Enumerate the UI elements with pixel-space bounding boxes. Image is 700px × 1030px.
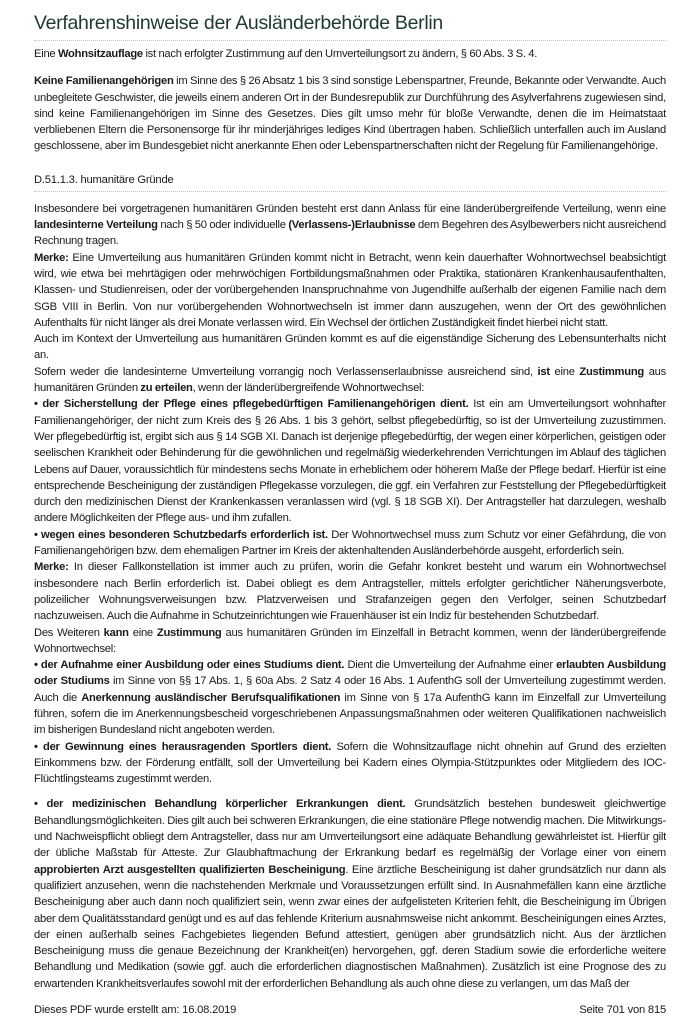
text: im Sinne des § 26 Absatz 1 bis 3 sind sonstige Lebenspartner, Freunde, Bekannte oder Verwandte. Auch unbegleitete Geschwister, die jeweils einem anderen Ort in der Bundesrepublik zur Durchführung des Asylverfahrens zugewiesen sind, sind keine Familienangehörigen im Sinne des Gesetzes. Dies gilt umso mehr für bloße Verwandte, denen die im Heimatstaat verbliebenen Eltern die Personensorge für ihr minderjähriges lediges Kind übertragen haben. Schließlich unterfallen auch im Ausland geschlossene, aber im Bundesgebiet nicht anerkannte Ehen oder Lebenspartnerschaften nicht der Regelung für Familienangehörige. <box>34 75 666 153</box>
section-heading: D.51.1.3. humanitäre Gründe <box>34 173 174 186</box>
text: Grundsätzlich bestehen bundesweit gleichwertige Behandlungsmöglichkeiten. Dies gilt auch bei schweren Erkrankungen, die eine stationäre Pflege notwendig machen. Die Mitwirkungs- und Nachweispflicht obliegt dem Antragsteller, dass nur am Umverteilungsort eine adäquate Behandlung gewährleistet ist. Hierfür gilt der übliche Maßstab für Atteste. Zur Glaubhaftmachung der Erkrankung bedarf es regelmäßig der Vorlage einer von einem <box>34 798 667 860</box>
bold-text: Wohnsitzauflage <box>57 48 143 60</box>
intro-section <box>34 46 666 155</box>
paragraph <box>34 396 666 526</box>
paragraph <box>34 201 666 250</box>
bold-text: Merke: <box>34 561 69 574</box>
title-divider <box>34 40 666 41</box>
text: . Eine ärztliche Bescheinigung ist daher grundsätzlich nur dann als qualifiziert anzusehen, wenn die nachstehenden Merkmale und Voraussetzungen erfüllt sind. In Ausnahmefällen kann eine ärztliche Bescheinigung aber auch dann noch qualifiziert sein, wenn zwar eines der aufgelisteten Kriterien fehlt, die Bescheinigung im Übrigen aber dem Qualitätsstandard genügt und es auf das fehlende Kriterium ausnahmsweise nicht ankommt. Bescheinigungen eines Arztes, der einen außerhalb seines Fachgebietes liegenden Befund attestiert, genügen aber grundsätzlich nicht. Aus der ärztlichen Bescheinigung muss die genaue Bezeichnung der Krankheit(en) hervorgehen, ggf. deren Stadium sowie die erforderliche weitere Behandlung und Medikation (sowie ggf. auch die erforderlichen diagnostischen Maßnahmen). Zusätzlich ist eine Prognose des zu erwartenden Krankheitsverlaufes sowohl mit der erforderlichen Behandlung als auch ohne diese zu verlangen, um das Maß der <box>34 863 666 990</box>
paragraph <box>34 739 666 788</box>
paragraph <box>34 364 666 397</box>
paragraph <box>34 46 666 62</box>
bold-text: Merke: <box>34 251 69 264</box>
bold-text: ist <box>537 365 550 378</box>
main-section <box>34 201 666 992</box>
paragraph <box>34 625 666 658</box>
paragraph <box>34 527 666 560</box>
page-footer <box>34 1002 666 1030</box>
page-title: Verfahrenshinweise der Ausländerbehörde Berlin <box>34 12 443 34</box>
paragraph <box>34 657 666 738</box>
text: , wenn der länderübergreifende Wohnortwechsel: <box>192 382 425 395</box>
paragraph <box>34 250 666 331</box>
bold-text: • wegen eines besonderen Schutzbedarfs erforderlich ist. <box>34 528 328 541</box>
bold-text: landesinterne Verteilung <box>34 219 158 232</box>
document-page <box>34 0 666 992</box>
paragraph <box>34 559 666 624</box>
bold-text: Anerkennung ausländischer Berufsqualifikationen <box>81 691 341 704</box>
text: dem Begehren des Asylbewerbers nicht ausreichend Rechnung tragen. <box>34 219 666 248</box>
bold-text: erlaubten Ausbildung oder Studiums <box>34 659 666 688</box>
bold-text: Zustimmung <box>579 365 645 378</box>
section-divider <box>34 191 666 192</box>
text: Auch im Kontext der Umverteilung aus humanitären Gründen kommt es auf die eigenständige Sicherung des Lebensunterhalts nicht an. <box>34 333 666 362</box>
bold-text: zu erteilen <box>140 382 193 395</box>
text: im Sinne von § 17a AufenthG kann im Einzelfall zur Umverteilung führen, sofern die im Anerkennungsbescheid vorgeschriebenen Anpassungsmaßnahmen oder weiteren Qualifikationen nachweislich im bisherigen Bundesland nicht angeboten werden. <box>34 691 666 737</box>
bold-text: approbierten Arzt ausgestellten qualifizierten Bescheinigung <box>34 863 346 876</box>
text: In dieser Fallkonstellation ist immer auch zu prüfen, worin die Gefahr konkret besteht und warum ein Wohnortwechsel insbesondere nach Berlin erforderlich ist. Dabei obliegt es dem Antragsteller, mittels erfolgter gerichtlicher Näherungsverbote, polizeilicher Wohnungsverweisungen bzw. Platzverweisen und Strafanzeigen gegen den Verfolger, seinen Schutzbedarf nachzuweisen. Auch die Aufnahme in Schutzeinrichtungen wie Frauenhäuser ist ein Indiz für bestehenden Schutzbedarf. <box>34 561 666 623</box>
text: Der Wohnortwechsel muss zum Schutz vor einer Gefährdung, die von Familienangehörigen bzw. dem ehemaligen Partner im Kreis der aktenhaltenden Ausländerbehörde ausgeht, erforderlich sein. <box>34 528 666 558</box>
text: eine <box>549 365 580 378</box>
footer-created-date: Dieses PDF wurde erstellt am: 16.08.2019 <box>34 1004 237 1017</box>
paragraph <box>34 73 666 154</box>
text: Insbesondere bei vorgetragenen humanitären Gründen besteht erst dann Anlass für eine länderübergreifende Verteilung, wenn eine <box>34 202 666 215</box>
text: Des Weiteren <box>34 626 104 639</box>
paragraph <box>34 331 666 364</box>
text: nach § 50 oder individuelle <box>157 219 289 232</box>
footer-page-number: Seite 701 von 815 <box>579 1004 666 1017</box>
text: Ist ein am Umverteilungsort wohnhafter Familienangehöriger, der nicht zum Kreis des § 26 Abs. 1 bis 3 gehört, selbst pflegebedürftig, so ist der Umverteilung zuzustimmen. Wer pflegebedürftig ist, ergibt sich aus § 14 SGB XI. Danach ist derjenige pflegebedürftig, der wegen einer körperlichen, geistigen oder seelischen Krankheit oder Behinderung für die gewöhnlichen und regelmäßig wiederkehrenden Verrichtungen im Ablauf des täglichen Lebens auf Dauer, voraussichtlich für mindestens sechs Monate in erheblichem oder höherem Maße der Pflege bedarf. Hierfür ist eine entsprechende Bescheinigung der zuständigen Pflegekasse vorzulegen, die ggf. ein Verfahren zur Feststellung der Pflegebedürftigkeit durch den medizinischen Dienst der Krankenkassen veranlassen wird (vgl. § 18 SGB XI). Der Antragsteller hat darzulegen, weshalb andere Möglichkeiten der Pflege aus- und ihm zufallen. <box>34 398 666 525</box>
text: Dient die Umverteilung der Aufnahme einer <box>344 659 557 672</box>
text: eine <box>128 626 157 639</box>
bold-text: • der Sicherstellung der Pflege eines pflegebedürftigen Familienangehörigen dient. <box>34 398 469 411</box>
bold-text: (Verlassens-)Erlaubnisse <box>288 219 416 232</box>
bold-text: • der Gewinnung eines herausragenden Sportlers dient. <box>34 740 332 753</box>
text: aus humanitären Gründen im Einzelfall in Betracht kommen, wenn der länderübergreifende Wohnortwechsel: <box>34 626 666 655</box>
text: Eine <box>34 48 58 60</box>
text: Sofern weder die landesinterne Umverteilung vorrangig noch Verlassenserlaubnisse ausreichend sind, <box>34 365 538 378</box>
bold-text: kann <box>103 626 129 639</box>
bold-text: Zustimmung <box>156 626 222 639</box>
bold-text: • der Aufnahme einer Ausbildung oder eines Studiums dient. <box>34 659 345 672</box>
text: ist nach erfolgter Zustimmung auf den Umverteilungsort zu ändern, § 60 Abs. 3 S. 4. <box>142 48 538 60</box>
text: Eine Umverteilung aus humanitären Gründen kommt nicht in Betracht, wenn kein dauerhafter Wohnortwechsel beabsichtigt wird, wie etwa bei mehrtägigen oder mehrwöchigen Fortbildungsmaßnahmen oder Praktika, stationären Krankenhausaufenthalten, Klassen- und Studienreisen, oder der vorübergehenden Inanspruchnahme von Jugendhilfe außerhalb der eigenen Familie nach dem SGB VIII in Berlin. Von nur vorübergehenden Wohnortwechseln ist immer dann auszugehen, wenn der Ort des gewöhnlichen Aufenthalts für nicht länger als drei Monate verlassen wird. Ein Wechsel der örtlichen Zuständigkeit findet hierbei nicht statt. <box>34 251 666 329</box>
bold-text: • der medizinischen Behandlung körperlicher Erkrankungen dient. <box>34 798 406 811</box>
text: Sofern die Wohnsitzauflage nicht ohnehin auf Grund des erzielten Einkommens bzw. der Förderung entfällt, soll der Umverteilung bei Kadern eines Olympia-Stützpunktes oder Mitgliedern des IOC-Flüchtlingsteams zugestimmt werden. <box>34 740 666 786</box>
text: im Sinne von §§ 17 Abs. 1, § 60a Abs. 2 Satz 4 oder 16 Abs. 1 AufenthG soll der Umverteilung zugestimmt werden. Auch die <box>34 675 666 704</box>
paragraph <box>34 796 666 992</box>
text: aus humanitären Gründen <box>34 365 666 395</box>
bold-text: Keine Familienangehörigen <box>34 75 174 88</box>
